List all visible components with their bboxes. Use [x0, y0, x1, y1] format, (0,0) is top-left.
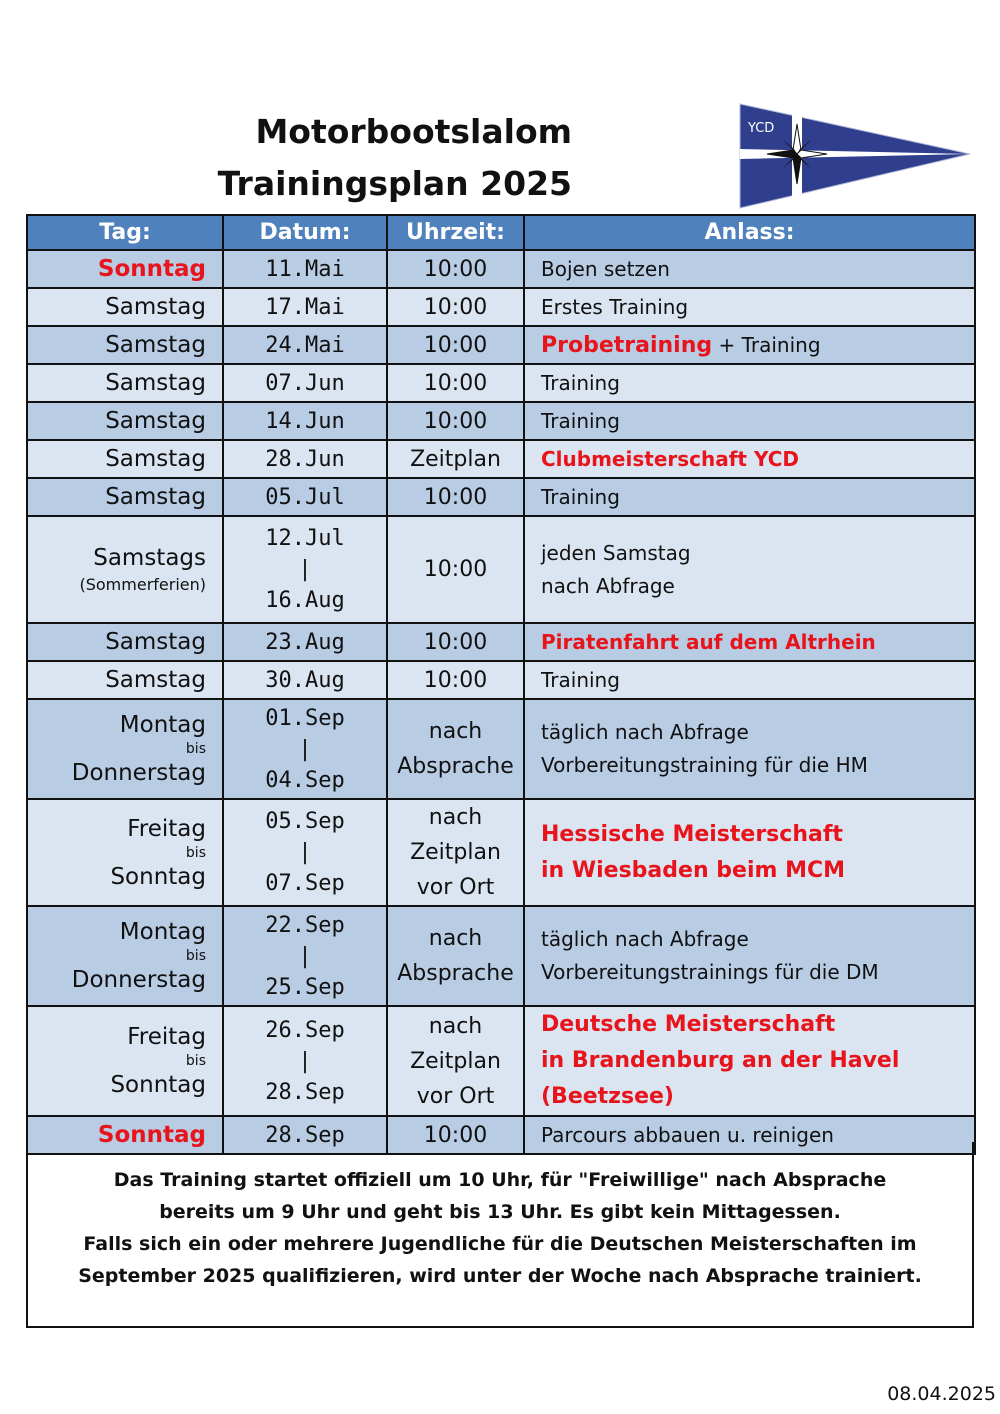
time-cell	[387, 699, 524, 799]
time-cell	[387, 799, 524, 906]
day-from: Montag	[119, 919, 206, 945]
date-cell: 23.Aug	[223, 623, 387, 661]
day-cell	[27, 699, 223, 799]
day-cell	[27, 906, 223, 1006]
table-row	[27, 478, 975, 516]
day-bis: bis	[185, 741, 206, 757]
day-cell: Samstag	[27, 288, 223, 326]
table-row	[27, 402, 975, 440]
date-to: 07.Sep	[265, 871, 345, 896]
training-schedule-table	[26, 214, 976, 1155]
date-cell: 24.Mai	[223, 326, 387, 364]
day-bis: bis	[185, 844, 206, 861]
time-cell: 10:00	[387, 402, 524, 440]
date-cell: 17.Mai	[223, 288, 387, 326]
time-line: Absprache	[397, 754, 514, 779]
day-to: Sonntag	[110, 863, 206, 890]
event-highlight: Probetraining	[541, 332, 713, 358]
date-separator: |	[298, 840, 312, 865]
day-cell: Samstag	[27, 364, 223, 402]
date-cell: 05.Jul	[223, 478, 387, 516]
day-cell: Samstag	[27, 623, 223, 661]
event-cell	[524, 326, 975, 364]
time-line: nach	[428, 1013, 483, 1039]
time-cell: 10:00	[387, 623, 524, 661]
note-line: bereits um 9 Uhr und geht bis 13 Uhr. Es gibt kein Mittagessen.	[159, 1201, 841, 1223]
date-cell	[223, 906, 387, 1006]
event-cell: Training	[524, 402, 975, 440]
table-row	[27, 799, 975, 906]
time-line: Zeitplan	[410, 840, 501, 865]
page-title: Motorbootslalom	[255, 112, 572, 151]
date-separator: |	[298, 1048, 312, 1074]
date-from: 05.Sep	[265, 809, 345, 834]
day-bis: bis	[185, 948, 206, 964]
date-to: 16.Aug	[265, 588, 345, 613]
time-cell: 10:00	[387, 478, 524, 516]
day-cell: Samstag	[27, 661, 223, 699]
training-note-box	[26, 1142, 974, 1328]
event-rest: + Training	[718, 332, 821, 357]
event-line: in Wiesbaden beim MCM	[541, 857, 845, 883]
event-cell	[524, 799, 975, 906]
date-from: 26.Sep	[265, 1017, 345, 1043]
time-cell	[387, 906, 524, 1006]
date-to: 28.Sep	[265, 1079, 345, 1105]
date-to: 25.Sep	[265, 974, 345, 1000]
time-cell: 10:00	[387, 288, 524, 326]
day-cell: Samstag	[27, 402, 223, 440]
time-cell: Zeitplan	[387, 440, 524, 478]
event-cell	[524, 1006, 975, 1116]
table-row	[27, 326, 975, 364]
time-cell: 10:00	[387, 250, 524, 288]
time-line: Zeitplan	[410, 1048, 501, 1074]
day-cell: Samstag	[27, 326, 223, 364]
day-cell	[27, 799, 223, 906]
event-cell: Training	[524, 478, 975, 516]
table-header-row	[27, 215, 975, 250]
date-separator: |	[298, 557, 312, 582]
table-row	[27, 1006, 975, 1116]
time-line: nach	[428, 926, 483, 951]
event-cell: Parcours abbauen u. reinigen	[524, 1116, 975, 1154]
time-line: vor Ort	[416, 1083, 495, 1109]
event-cell: Bojen setzen	[524, 250, 975, 288]
date-cell	[223, 516, 387, 623]
note-text	[28, 1164, 972, 1292]
table-row	[27, 440, 975, 478]
day-cell: Samstag	[27, 440, 223, 478]
day-from: Freitag	[127, 1024, 206, 1050]
day-from: Freitag	[127, 815, 206, 842]
time-line: nach	[428, 805, 483, 830]
day-note: (Sommerferien)	[79, 574, 206, 594]
date-separator: |	[298, 736, 312, 762]
date-separator: |	[298, 943, 312, 969]
date-cell	[223, 699, 387, 799]
note-line: Falls sich ein oder mehrere Jugendliche für die Deutschen Meisterschaften im	[83, 1233, 917, 1255]
table-row	[27, 516, 975, 623]
note-line: Das Training startet offiziell um 10 Uhr, für "Freiwillige" nach Absprache	[113, 1169, 887, 1191]
time-cell: 10:00	[387, 364, 524, 402]
event-line: Vorbereitungstraining für die HM	[541, 753, 868, 777]
event-line: Hessische Meisterschaft	[541, 821, 843, 847]
time-line: Absprache	[397, 961, 514, 986]
event-line: nach Abfrage	[541, 573, 675, 598]
date-cell: 11.Mai	[223, 250, 387, 288]
event-cell: Clubmeisterschaft YCD	[524, 440, 975, 478]
note-line: September 2025 qualifizieren, wird unter der Woche nach Absprache trainiert.	[78, 1265, 922, 1287]
date-cell	[223, 1006, 387, 1116]
header-event: Anlass:	[524, 215, 975, 250]
header-time: Uhrzeit:	[387, 215, 524, 250]
date-to: 04.Sep	[265, 767, 345, 793]
day-cell: Sonntag	[27, 250, 223, 288]
table-row	[27, 250, 975, 288]
time-cell: 10:00	[387, 661, 524, 699]
date-cell: 28.Jun	[223, 440, 387, 478]
time-cell	[387, 1006, 524, 1116]
date-from: 01.Sep	[265, 705, 345, 731]
event-line: Vorbereitungstrainings für die DM	[541, 960, 879, 984]
time-cell: 10:00	[387, 516, 524, 623]
event-cell: Training	[524, 661, 975, 699]
time-line: nach	[428, 719, 483, 744]
time-line: vor Ort	[416, 875, 495, 900]
event-line: täglich nach Abfrage	[541, 720, 749, 744]
day-from: Montag	[119, 712, 206, 738]
day-to: Donnerstag	[71, 967, 206, 993]
header-date: Datum:	[223, 215, 387, 250]
event-cell: Erstes Training	[524, 288, 975, 326]
date-from: 22.Sep	[265, 912, 345, 938]
date-cell: 28.Sep	[223, 1116, 387, 1154]
event-cell	[524, 516, 975, 623]
day-cell	[27, 1006, 223, 1116]
day-cell: Samstag	[27, 478, 223, 516]
event-cell: Piratenfahrt auf dem Altrhein	[524, 623, 975, 661]
event-line: (Beetzsee)	[541, 1084, 674, 1109]
table-row	[27, 661, 975, 699]
day-cell: Sonntag	[27, 1116, 223, 1154]
table-row	[27, 699, 975, 799]
day-to: Sonntag	[110, 1072, 206, 1098]
event-line: in Brandenburg an der Havel	[541, 1048, 900, 1073]
event-cell	[524, 906, 975, 1006]
date-cell: 30.Aug	[223, 661, 387, 699]
header-day: Tag:	[27, 215, 223, 250]
event-cell	[524, 699, 975, 799]
day-cell	[27, 516, 223, 623]
document-date: 08.04.2025	[887, 1383, 996, 1405]
page-subtitle: Trainingsplan 2025	[217, 164, 572, 203]
table-row	[27, 906, 975, 1006]
day-bis: bis	[185, 1053, 206, 1069]
table-row	[27, 288, 975, 326]
event-cell: Training	[524, 364, 975, 402]
ycd-pennant-logo	[738, 102, 974, 210]
time-cell: 10:00	[387, 1116, 524, 1154]
event-line: Deutsche Meisterschaft	[541, 1012, 836, 1037]
event-line: jeden Samstag	[541, 540, 691, 565]
table-row	[27, 623, 975, 661]
time-cell: 10:00	[387, 326, 524, 364]
day-to: Donnerstag	[71, 760, 206, 786]
table-row	[27, 364, 975, 402]
day-name: Samstags	[93, 544, 206, 571]
date-cell: 07.Jun	[223, 364, 387, 402]
event-line: täglich nach Abfrage	[541, 927, 749, 951]
date-from: 12.Jul	[265, 526, 345, 551]
date-cell: 14.Jun	[223, 402, 387, 440]
date-cell	[223, 799, 387, 906]
logo-text: YCD	[748, 121, 775, 136]
